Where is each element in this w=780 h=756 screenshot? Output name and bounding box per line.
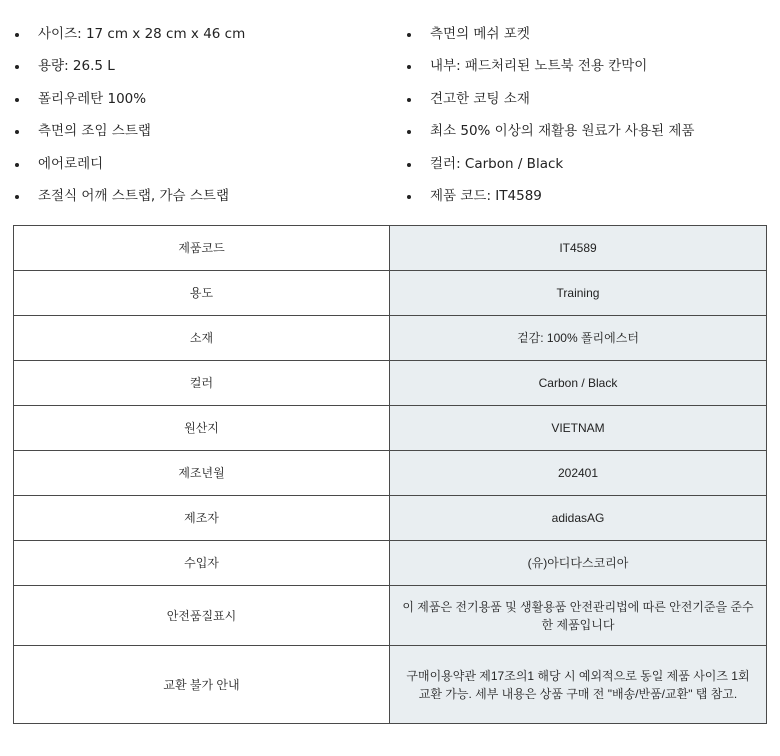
- table-row: [14, 646, 767, 724]
- spec-value: 겉감: 100% 폴리에스터: [390, 316, 767, 361]
- feature-item: 제품 코드: IT4589: [406, 180, 766, 212]
- spec-label: 컬러: [14, 361, 390, 406]
- spec-label: 용도: [14, 271, 390, 316]
- feature-item: 내부: 패드처리된 노트북 전용 칸막이: [406, 50, 766, 82]
- spec-label: 교환 불가 안내: [14, 646, 390, 724]
- spec-label: 안전품질표시: [14, 586, 390, 646]
- spec-label: 수입자: [14, 541, 390, 586]
- table-row: [14, 451, 767, 496]
- spec-label: 소재: [14, 316, 390, 361]
- spec-value: Training: [390, 271, 767, 316]
- table-row: [14, 271, 767, 316]
- spec-value: 이 제품은 전기용품 및 생활용품 안전관리법에 따른 안전기준을 준수한 제품입니다: [390, 586, 767, 646]
- spec-value: VIETNAM: [390, 406, 767, 451]
- feature-column-right: [406, 18, 766, 212]
- spec-label: 제품코드: [14, 226, 390, 271]
- table-row: [14, 406, 767, 451]
- feature-item: 조절식 어깨 스트랩, 가슴 스트랩: [14, 180, 406, 212]
- spec-label: 원산지: [14, 406, 390, 451]
- feature-item: 최소 50% 이상의 재활용 원료가 사용된 제품: [406, 115, 766, 147]
- feature-item: 측면의 조임 스트랩: [14, 115, 406, 147]
- feature-item: 측면의 메쉬 포켓: [406, 18, 766, 50]
- spec-value: (유)아디다스코리아: [390, 541, 767, 586]
- spec-value: 구매이용약관 제17조의1 해당 시 예외적으로 동일 제품 사이즈 1회 교환 가능. 세부 내용은 상품 구매 전 "배송/반품/교환" 탭 참고.: [390, 646, 767, 724]
- spec-label: 제조년월: [14, 451, 390, 496]
- feature-column-left: [14, 18, 406, 212]
- feature-item: 용량: 26.5 L: [14, 50, 406, 82]
- spec-value: 202401: [390, 451, 767, 496]
- spec-value: Carbon / Black: [390, 361, 767, 406]
- feature-item: 폴리우레탄 100%: [14, 83, 406, 115]
- feature-item: 에어로레디: [14, 148, 406, 180]
- spec-value: IT4589: [390, 226, 767, 271]
- table-row: [14, 226, 767, 271]
- feature-item: 컬러: Carbon / Black: [406, 148, 766, 180]
- feature-item: 사이즈: 17 cm x 28 cm x 46 cm: [14, 18, 406, 50]
- table-row: [14, 361, 767, 406]
- spec-value: adidasAG: [390, 496, 767, 541]
- table-row: [14, 586, 767, 646]
- table-row: [14, 541, 767, 586]
- product-spec-table: [13, 225, 767, 724]
- spec-label: 제조자: [14, 496, 390, 541]
- table-row: [14, 496, 767, 541]
- feature-item: 견고한 코팅 소재: [406, 83, 766, 115]
- table-row: [14, 316, 767, 361]
- feature-list: [14, 18, 774, 212]
